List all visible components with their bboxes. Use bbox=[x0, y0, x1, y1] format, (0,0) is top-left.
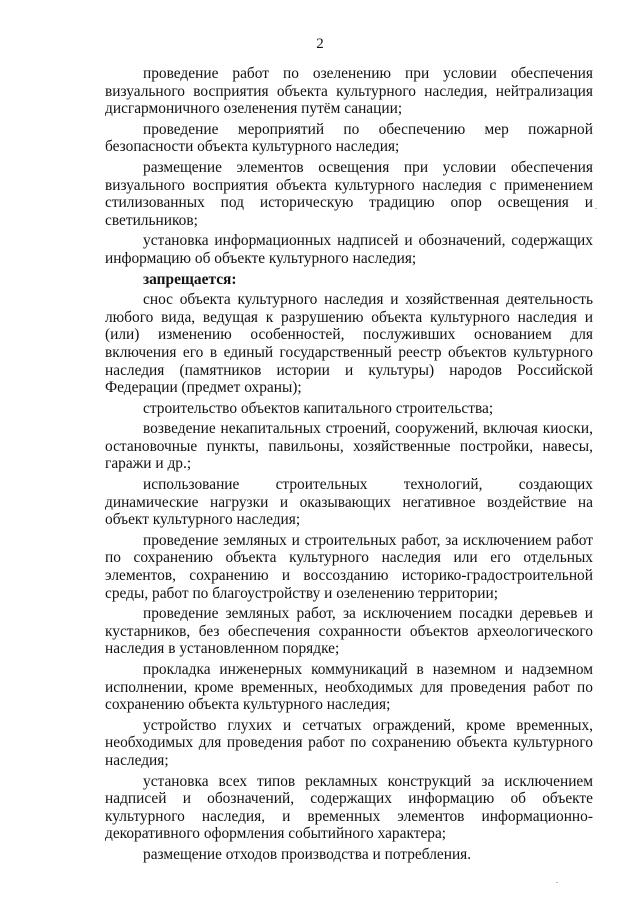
paragraph-demolition: снос объекта культурного наследия и хозяйственная деятельность любого вида, ведущая к разрушению объекта культурного наследия и (или) изменению особенностей, послуживших основанием для включения его в единый государственный реестр объектов культурного наследия (памятников истории и культуры) народов Российской Федерации (предмет охраны); bbox=[105, 291, 593, 397]
paragraph-lighting: размещение элементов освещения при условии обеспечения визуального восприятия объекта культурного наследия с применением стилизованных под историческую традицию опор освещения и светильников; bbox=[105, 158, 593, 229]
prohibited-heading: запрещается: bbox=[143, 270, 237, 288]
paragraph-waste: размещение отходов производства и потребления. bbox=[143, 845, 472, 863]
paragraph-capital-construction: строительство объектов капитального строительства; bbox=[143, 399, 494, 417]
paragraph-advertising: установка всех типов рекламных конструкций за исключением надписей и обозначений, содержащих информацию об объекте культурного наследия, и временных элементов информационно-декоративного оформления событийного характера; bbox=[105, 772, 593, 843]
paragraph-landscaping: проведение работ по озеленению при условии обеспечения визуального восприятия объекта культурного наследия, нейтрализация дисгармоничного озеленения путём санации; bbox=[105, 65, 593, 118]
scan-speck bbox=[595, 208, 597, 209]
paragraph-earthworks-construction: проведение земляных и строительных работ, за исключением работ по сохранению объекта культурного наследия или его отдельных элементов, сохранению и воссозданию историко-градостроительной среды, работ по благоустройству и озеленению территории; bbox=[105, 531, 593, 602]
scan-speck bbox=[556, 882, 558, 883]
document-body bbox=[105, 65, 593, 867]
paragraph-info-signs: установка информационных надписей и обозначений, содержащих информацию об объекте культурного наследия; bbox=[105, 232, 593, 267]
paragraph-construction-technologies: использование строительных технологий, создающих динамические нагрузки и оказывающих негативное воздействие на объект культурного наследия; bbox=[105, 476, 593, 529]
paragraph-earthworks-archaeology: проведение земляных работ, за исключением посадки деревьев и кустарников, без обеспечения сохранности объектов археологического наследия в установленном порядке; bbox=[105, 605, 593, 658]
paragraph-utilities: прокладка инженерных коммуникаций в наземном и надземном исполнении, кроме временных, необходимых для проведения работ по сохранению объекта культурного наследия; bbox=[105, 661, 593, 714]
paragraph-fences: устройство глухих и сетчатых ограждений, кроме временных, необходимых для проведения работ по сохранению объекта культурного наследия; bbox=[105, 716, 593, 769]
paragraph-fire-safety: проведение мероприятий по обеспечению мер пожарной безопасности объекта культурного наследия; bbox=[105, 120, 593, 156]
page-number: 2 bbox=[316, 36, 324, 52]
paragraph-temporary-structures: возведение некапитальных строений, сооружений, включая киоски, остановочные пункты, павильоны, хозяйственные постройки, навесы, гаражи и др.; bbox=[105, 420, 593, 473]
